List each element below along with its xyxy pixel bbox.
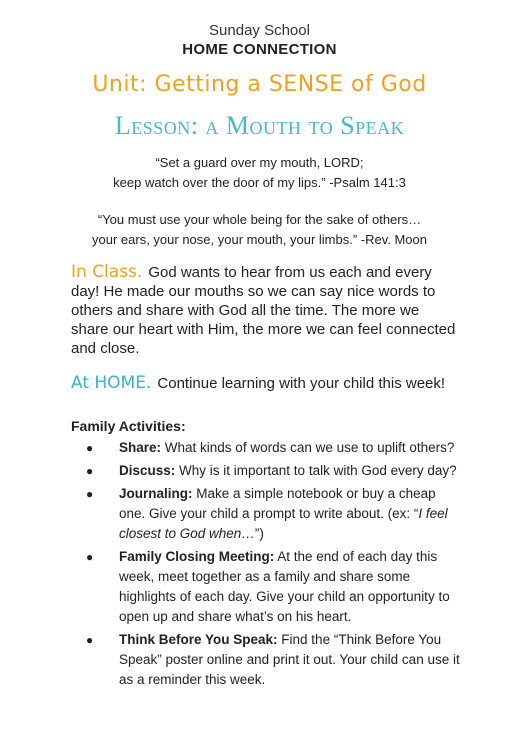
list-item <box>80 630 460 690</box>
in-class-text: God wants to hear from us each and every day! He made our mouths so we can say nice words to others and share with God all the time. The more we share our heart with Him, the more we can feel connected and close. <box>71 264 456 357</box>
bullet-icon: ● <box>86 464 94 478</box>
activity-text: At the end of each day this week, meet together as a family and share some highlights of each day. Give your child an opportunity to open up and share what’s on his heart. <box>119 549 450 624</box>
activity-label: Share: <box>119 440 162 455</box>
activity-text: Make a simple notebook or buy a cheap one. Give your child a prompt to write about. (ex: “ <box>119 486 436 521</box>
unit-title: Unit: Getting a SENSE of God <box>92 72 427 97</box>
quote-line: “You must use your whole being for the sake of others… <box>97 212 422 227</box>
activity-italic-text: I feel closest to God when… <box>119 506 448 541</box>
activity-text: Find the “Think Before You Speak” poster online and print it out. Your child can use it as a reminder this week. <box>119 632 460 687</box>
rev-moon-quote <box>0 210 519 250</box>
family-activities-title: Family Activities: <box>71 418 186 434</box>
family-activities-list <box>80 438 460 693</box>
quote-line: keep watch over the door of my lips.” -Psalm 141:3 <box>113 175 406 190</box>
activity-text-end: ”) <box>254 526 264 541</box>
in-class-section <box>71 263 456 358</box>
activity-text: Why is it important to talk with God every day? <box>175 463 457 478</box>
lesson-title: Lesson: a Mouth to Speak <box>114 111 405 140</box>
activity-label: Journaling: <box>119 486 193 501</box>
scripture-quote <box>0 153 519 193</box>
bullet-icon: ● <box>86 487 94 501</box>
activity-label: Family Closing Meeting: <box>119 549 275 564</box>
at-home-text: Continue learning with your child this week! <box>157 375 446 392</box>
list-item <box>80 484 460 544</box>
list-item <box>80 438 460 458</box>
bullet-icon: ● <box>86 633 94 647</box>
quote-line: your ears, your nose, your mouth, your limbs.” -Rev. Moon <box>92 232 427 247</box>
at-home-section <box>71 374 456 393</box>
in-class-tag: In Class. <box>71 262 143 282</box>
activity-label: Discuss: <box>119 463 176 478</box>
activity-label: Think Before You Speak: <box>119 632 278 647</box>
at-home-tag: At HOME. <box>71 373 152 393</box>
list-item <box>80 461 460 481</box>
header-subtitle: Sunday School <box>209 22 310 39</box>
bullet-icon: ● <box>86 550 94 564</box>
activity-text: What kinds of words can we use to uplift others? <box>161 440 455 455</box>
bullet-icon: ● <box>86 441 94 455</box>
header-title: HOME CONNECTION <box>182 41 337 58</box>
quote-line: “Set a guard over my mouth, LORD; <box>155 155 364 170</box>
list-item <box>80 547 460 627</box>
